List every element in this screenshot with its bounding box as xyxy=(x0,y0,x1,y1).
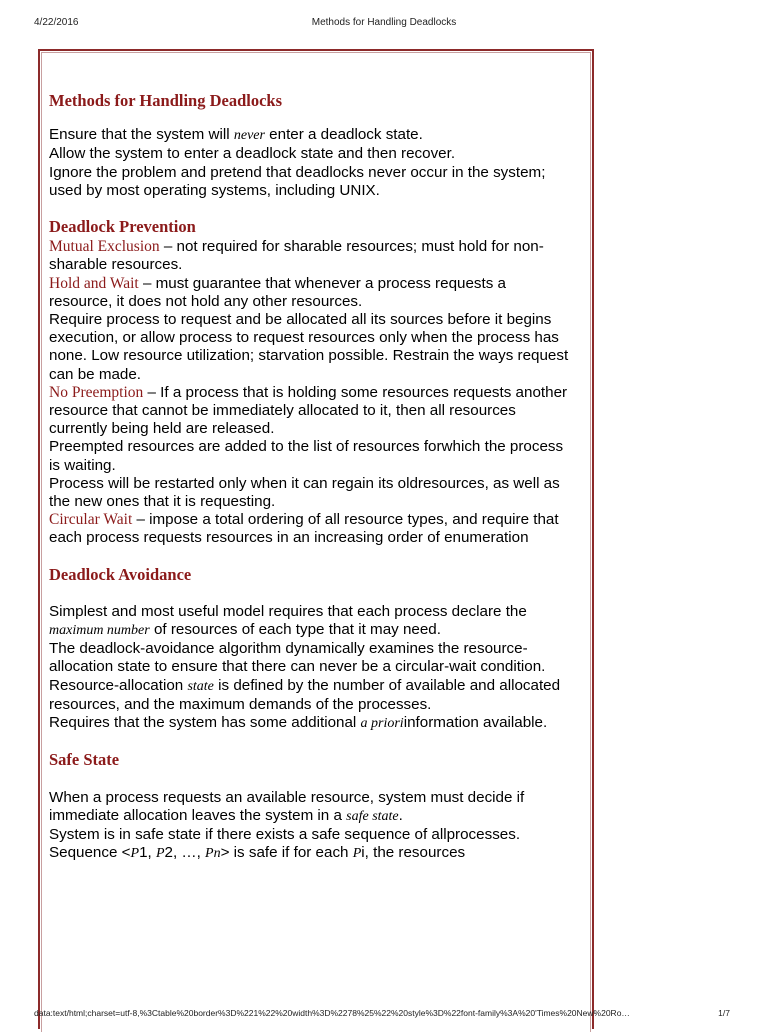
avoidance-para-3: Resource-allocation state is defined by the number of available and allocated resources, and the maximum demands of the processes. xyxy=(49,676,561,713)
no-preemption-detail-1: Preempted resources are added to the list of resources forwhich the process is waiting. xyxy=(49,438,564,474)
print-date: 4/22/2016 xyxy=(34,17,79,28)
no-preemption-detail-2: Process will be restarted only when it can regain its oldresources, as well as the new ones that it is requesting. xyxy=(49,474,560,511)
intro-line-2: Allow the system to enter a deadlock state and then recover. xyxy=(49,145,456,163)
document-body xyxy=(49,86,569,863)
safe-para-1: When a process requests an available resource, system must decide if immediate allocation leaves the system in a safe state. xyxy=(49,788,525,824)
heading-safe-state: Safe State xyxy=(49,750,120,770)
safe-para-3: Sequence <P1, P2, …, Pn> is safe if for each Pi, the resources xyxy=(49,844,466,862)
mutual-exclusion-para: Mutual Exclusion – not required for sharable resources; must hold for non-sharable resources. xyxy=(49,238,544,274)
avoidance-para-4: Requires that the system has some additional a prioriinformation available. xyxy=(49,714,548,732)
heading-deadlock-avoidance: Deadlock Avoidance xyxy=(49,564,192,584)
avoidance-para-1: Simplest and most useful model requires that each process declare the maximum number of resources of each type that it may need. xyxy=(49,602,527,639)
term-mutual-exclusion: Mutual Exclusion xyxy=(49,238,160,256)
heading-deadlock-prevention: Deadlock Prevention xyxy=(49,217,196,237)
hold-and-wait-detail: Require process to request and be allocated all its sources before it begins execution, or allow process to request resources only when the process has none. Low resource utilization; starvation possible. Restrain the ways request can be made. xyxy=(49,311,569,383)
term-circular-wait: Circular Wait xyxy=(49,511,133,529)
print-url: data:text/html;charset=utf-8,%3Ctable%20border%3D%221%22%20width%3D%2278%25%22%20style%3D%22font-family%3A%20'Times%20New%20Ro… xyxy=(34,1008,630,1018)
intro-line-1: Ensure that the system will never enter a deadlock state. xyxy=(49,126,423,144)
page-number: 1/7 xyxy=(718,1008,730,1018)
print-header xyxy=(0,17,768,33)
doc-title: Methods for Handling Deadlocks xyxy=(49,91,283,110)
safe-para-2: System is in safe state if there exists a safe sequence of allprocesses. xyxy=(49,825,521,843)
circular-wait-para: Circular Wait – impose a total ordering of all resource types, and require that each process requests resources in an increasing order of enumeration xyxy=(49,511,559,547)
term-hold-and-wait: Hold and Wait xyxy=(49,274,139,292)
hold-and-wait-para: Hold and Wait – must guarantee that whenever a process requests a resource, it does not hold any other resources. xyxy=(49,274,506,310)
term-no-preemption: No Preemption xyxy=(49,383,144,401)
print-footer xyxy=(0,1008,768,1022)
print-title: Methods for Handling Deadlocks xyxy=(311,17,457,28)
no-preemption-para: No Preemption – If a process that is holding some resources requests another resource that cannot be immediately allocated to it, then all resources currently being held are released. xyxy=(49,383,568,438)
intro-line-3: Ignore the problem and pretend that deadlocks never occur in the system; used by most operating systems, including UNIX. xyxy=(49,163,546,199)
avoidance-para-2: The deadlock-avoidance algorithm dynamically examines the resource-allocation state to ensure that there can never be a circular-wait condition. xyxy=(49,640,546,676)
